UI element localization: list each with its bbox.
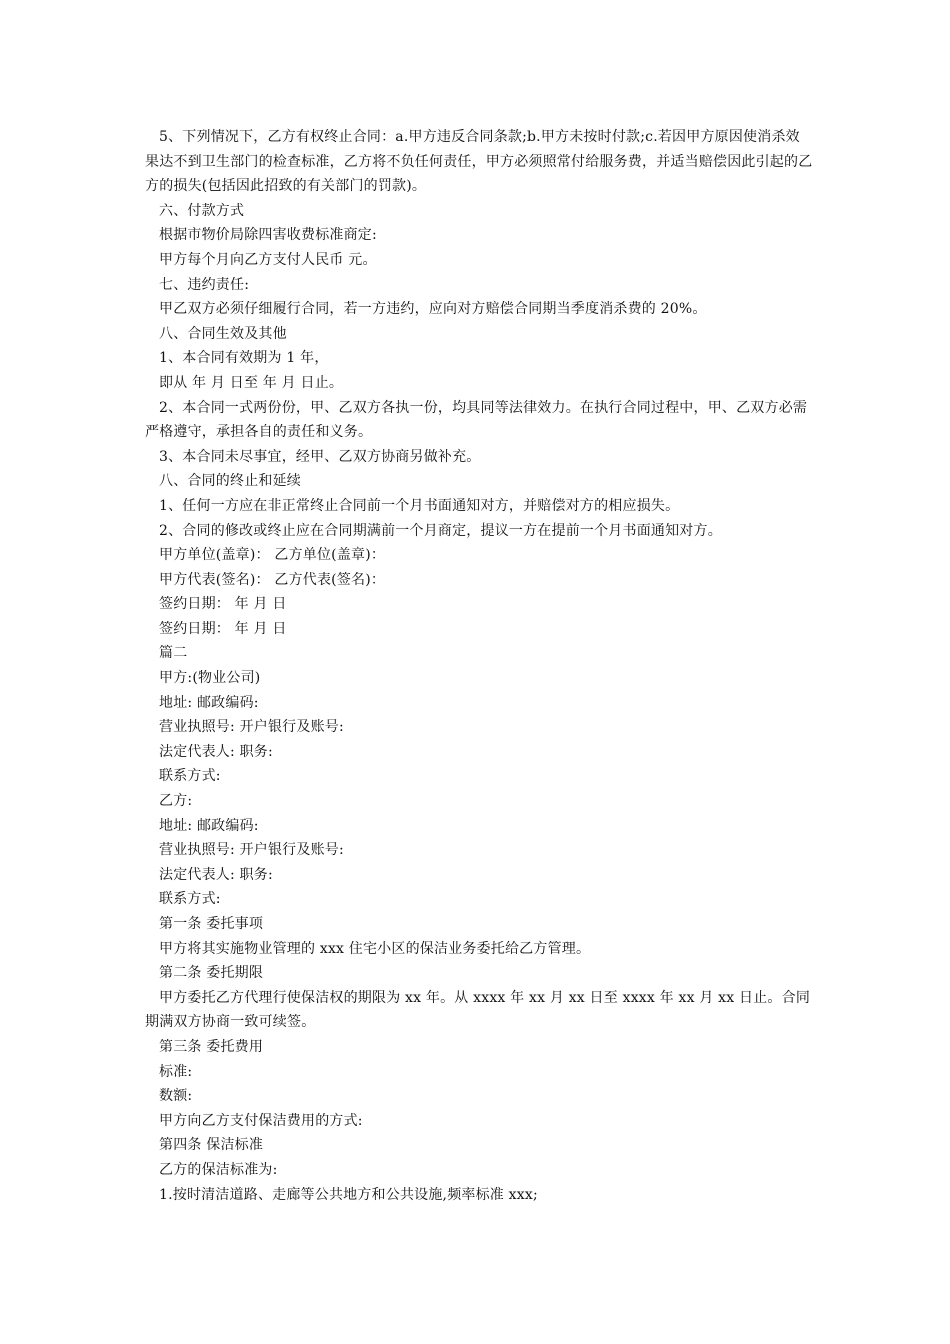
party-a-license: 营业执照号: 开户银行及账号: xyxy=(159,719,344,736)
article-3-amount: 数额: xyxy=(159,1088,193,1105)
article-4-item-1: 1.按时清洁道路、走廊等公共地方和公共设施,频率标准 xxx; xyxy=(159,1186,538,1203)
paragraph-monthly-payment: 甲方每个月向乙方支付人民币 元。 xyxy=(159,251,377,268)
paragraph-fee-basis: 根据市物价局除四害收费标准商定: xyxy=(159,227,377,244)
party-a-name: 甲方:(物业公司) xyxy=(159,670,261,687)
party-b-name: 乙方: xyxy=(159,793,193,810)
party-b-representative: 法定代表人: 职务: xyxy=(159,866,273,883)
signature-units: 甲方单位(盖章)： 乙方单位(盖章)： xyxy=(159,547,386,564)
party-a-contact: 联系方式: xyxy=(159,768,221,785)
article-1-heading: 第一条 委托事项 xyxy=(159,916,264,932)
paragraph-early-termination: 1、任何一方应在非正常终止合同前一个月书面通知对方，并赔偿对方的相应损失。 xyxy=(159,497,680,514)
heading-effectiveness: 八、合同生效及其他 xyxy=(159,325,287,342)
article-1-body: 甲方将其实施物业管理的 xxx 住宅小区的保洁业务委托给乙方管理。 xyxy=(159,940,591,957)
party-b-contact: 联系方式: xyxy=(159,891,221,908)
paragraph-modification: 2、合同的修改或终止应在合同期满前一个月商定，提议一方在提前一个月书面通知对方。 xyxy=(159,522,722,539)
paragraph-copies: 2、本合同一式两份份，甲、乙双方各执一份，均具同等法律效力。在执行合同过程中，甲、乙双方必需严格遵守，承担各自的责任和义务。 xyxy=(145,399,808,441)
signing-date-1: 签约日期： 年 月 日 xyxy=(159,596,287,613)
signature-representatives: 甲方代表(签名)： 乙方代表(签名)： xyxy=(159,571,386,588)
heading-termination-extension: 八、合同的终止和延续 xyxy=(159,473,301,490)
heading-payment-method: 六、付款方式 xyxy=(159,202,245,219)
article-3-standard: 标准: xyxy=(159,1063,193,1080)
article-2-heading: 第二条 委托期限 xyxy=(159,965,264,982)
paragraph-validity-period: 1、本合同有效期为 1 年， xyxy=(159,350,329,367)
article-4-intro: 乙方的保洁标准为: xyxy=(159,1161,278,1178)
party-b-license: 营业执照号: 开户银行及账号: xyxy=(159,842,344,859)
heading-breach-liability: 七、违约责任: xyxy=(159,276,250,293)
document-body xyxy=(145,125,813,1207)
article-3-payment-method: 甲方向乙方支付保洁费用的方式: xyxy=(159,1112,363,1129)
paragraph-termination-rights: 5、下列情况下，乙方有权终止合同：a.甲方违反合同条款;b.甲方未按时付款;c.若因甲方原因使消杀效果达不到卫生部门的检查标准，乙方将不负任何责任，甲方必须照常付给服务费，并适当赔偿因此引起的乙方的损失(包括因此招致的有关部门的罚款)。 xyxy=(145,129,813,195)
signing-date-2: 签约日期： 年 月 日 xyxy=(159,620,287,637)
party-b-address: 地址: 邮政编码: xyxy=(159,817,259,834)
paragraph-date-range: 即从 年 月 日至 年 月 日止。 xyxy=(159,374,344,391)
paragraph-breach-compensation: 甲乙双方必须仔细履行合同，若一方违约，应向对方赔偿合同期当季度消杀费的 20%。 xyxy=(159,301,707,318)
section-title-part-two: 篇二 xyxy=(159,645,188,662)
article-2-body: 甲方委托乙方代理行使保洁权的期限为 xx 年。从 xxxx 年 xx 月 xx 日至 xxxx 年 xx 月 xx 日止。合同期满双方协商一致可续签。 xyxy=(145,989,811,1031)
article-4-heading: 第四条 保洁标准 xyxy=(159,1137,264,1154)
party-a-representative: 法定代表人: 职务: xyxy=(159,743,273,760)
article-3-heading: 第三条 委托费用 xyxy=(159,1038,264,1055)
party-a-address: 地址: 邮政编码: xyxy=(159,694,259,711)
paragraph-supplement: 3、本合同未尽事宜，经甲、乙双方协商另做补充。 xyxy=(159,448,481,465)
